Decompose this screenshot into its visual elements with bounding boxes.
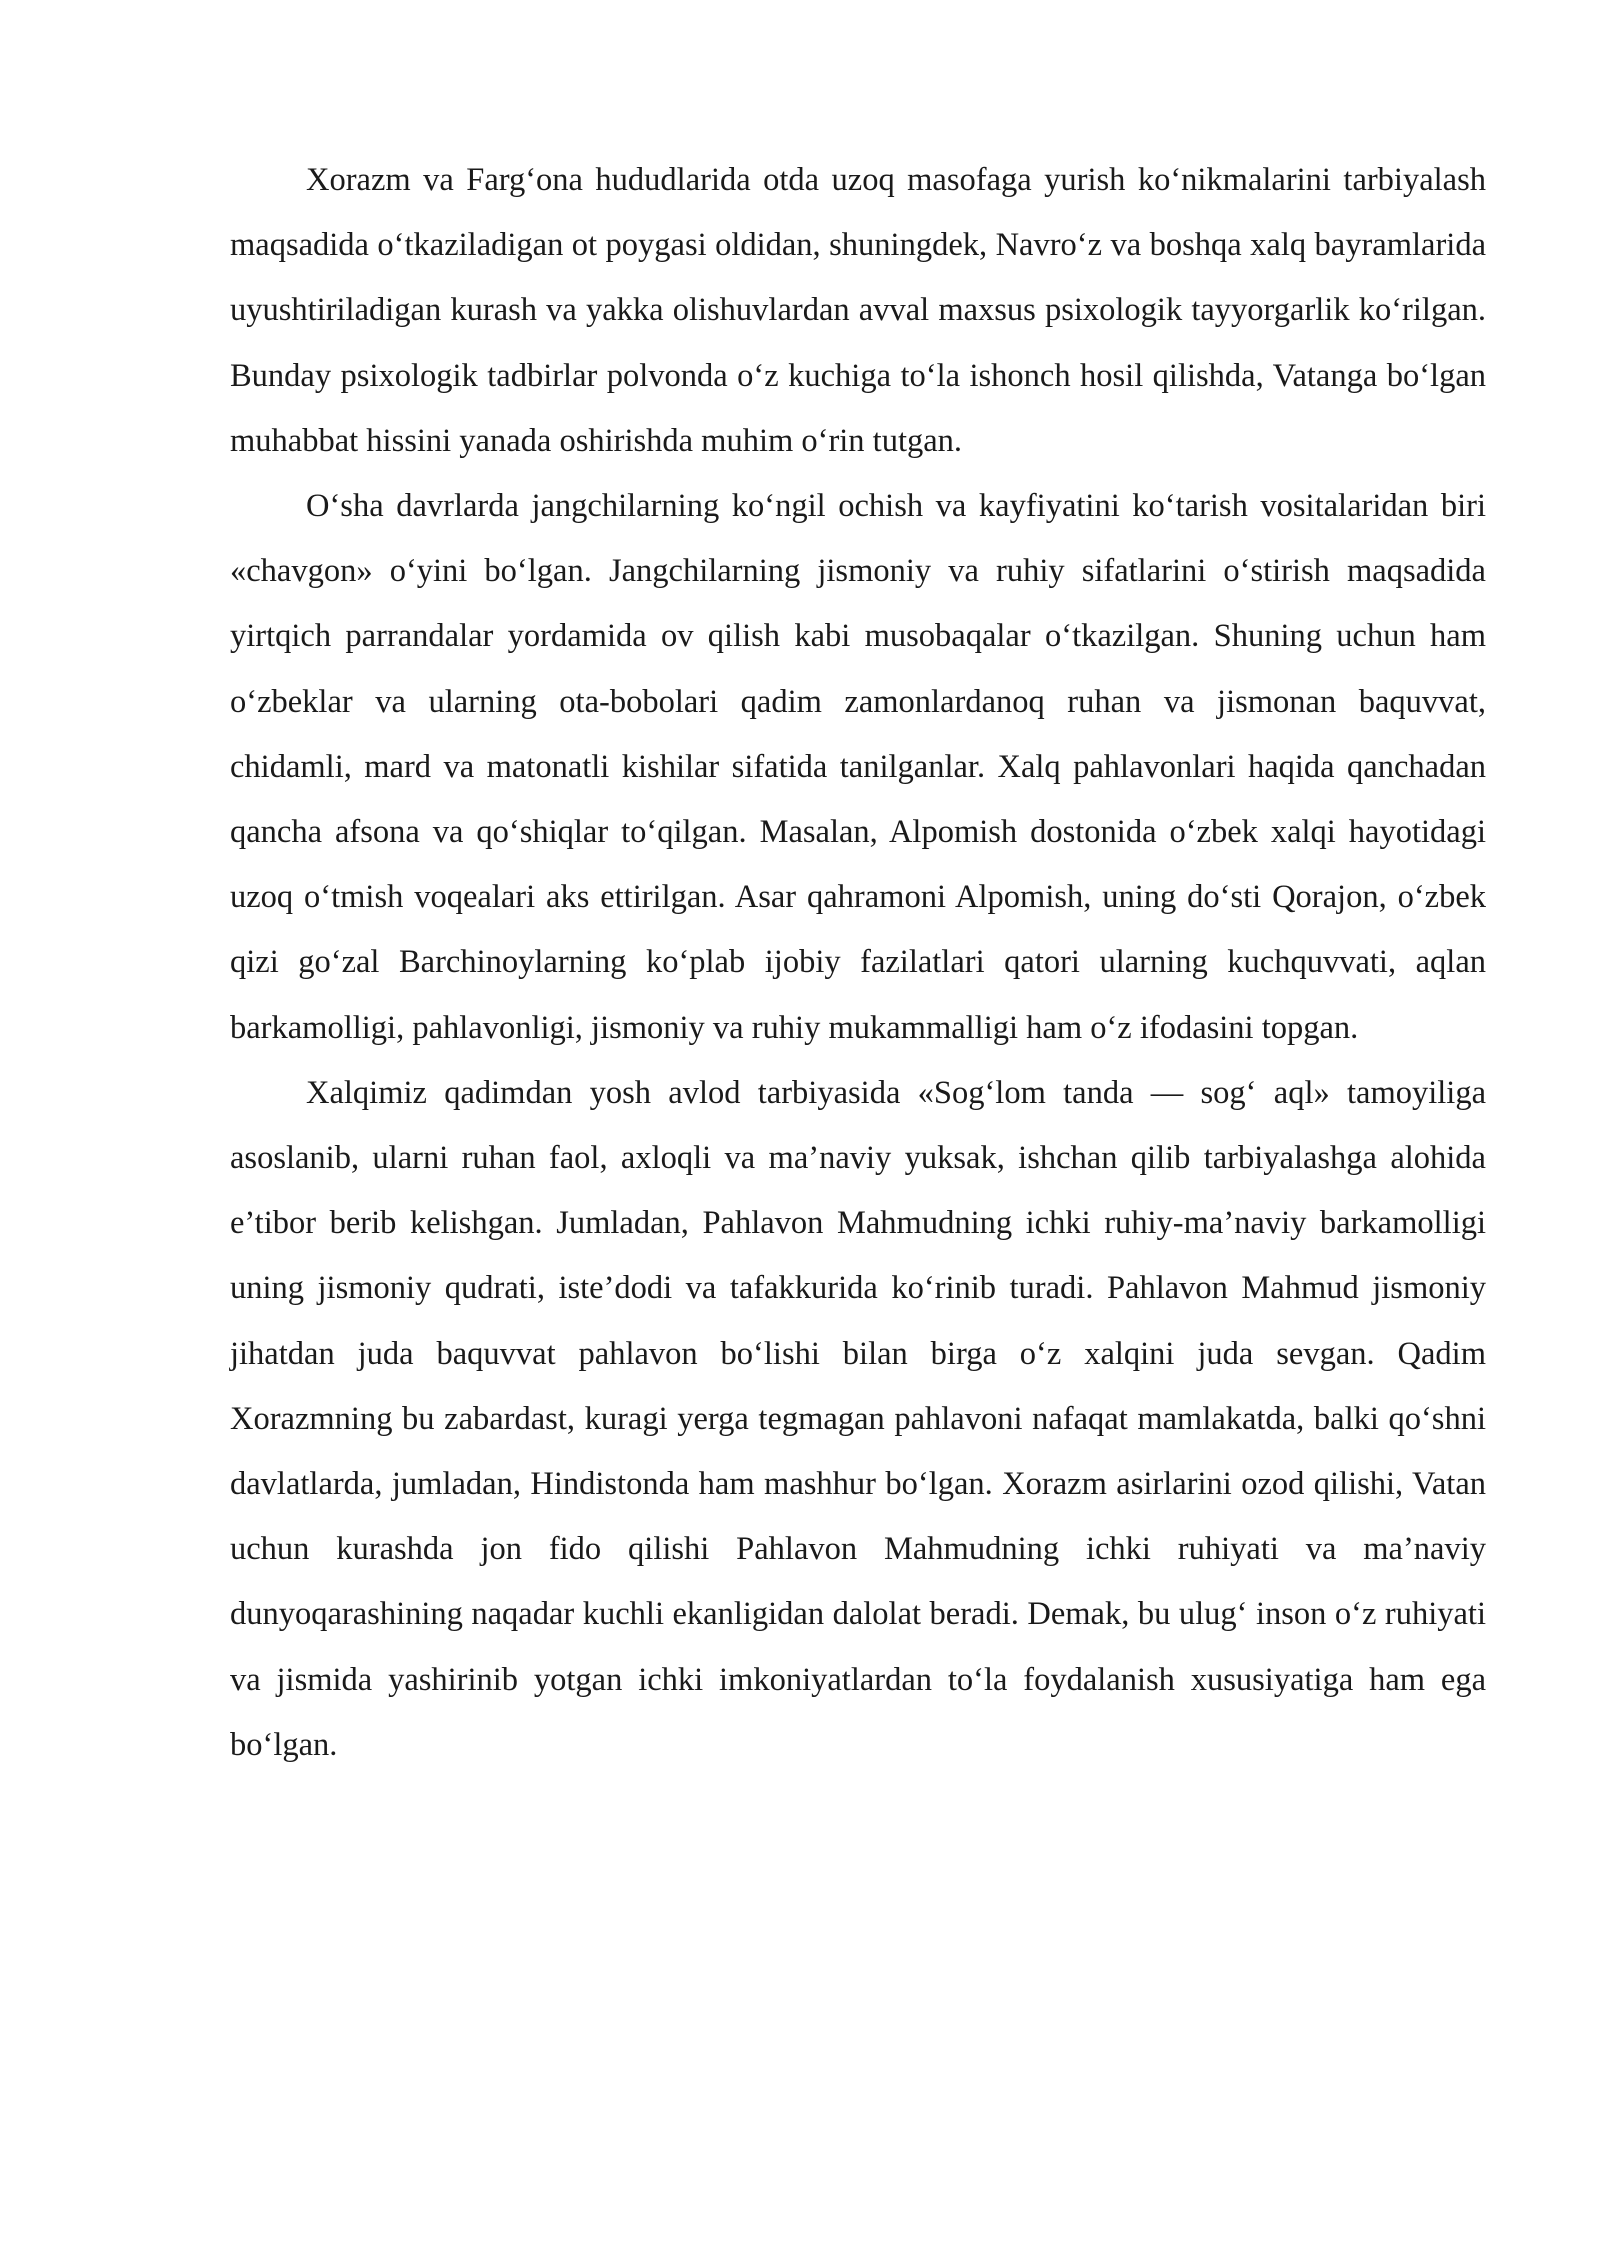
paragraph-3: Xalqimiz qadimdan yosh avlod tarbiyasida «Sog‘lom tanda — sog‘ aql» tamoyiliga asoslanib, ularni ruhan faol, axloqli va ma’naviy yuksak, ishchan qilib tarbiyalashga alohida e’tibor berib kelishgan. Jumladan, Pahlavon Mahmudning ichki ruhiy-ma’naviy barkamolligi uning jismoniy qudrati, iste’dodi va tafakkurida ko‘rinib turadi. Pahlavon Mahmud jismoniy jihatdan juda baquvvat pahlavon bo‘lishi bilan birga o‘z xalqini juda sevgan. Qadim Xorazmning bu zabardast, kuragi yerga tegmagan pahlavoni nafaqat mamlakatda, balki qo‘shni davlatlarda, jumladan, Hindistonda ham mashhur bo‘lgan. Xorazm asirlarini ozod qilishi, Vatan uchun kurashda jon fido qilishi Pahlavon Mahmudning ichki ruhiyati va ma’naviy dunyoqarashining naqadar kuchli ekanligidan dalolat beradi. Demak, bu ulug‘ inson o‘z ruhiyati va jismida yashirinib yotgan ichki imkoniyatlardan to‘la foydalanish xususiyatiga ham ega bo‘lgan. xyxy=(230,1074,1486,1763)
paragraph-1: Xorazm va Farg‘ona hududlarida otda uzoq masofaga yurish ko‘nikmalarini tarbiyalash maqsadida o‘tkaziladigan ot poygasi oldidan, shuningdek, Navro‘z va boshqa xalq bayramlarida uyushtiriladigan kurash va yakka olishuvlardan avval maxsus psixologik tayyorgarlik ko‘rilgan. Bunday psixologik tadbirlar polvonda o‘z kuchiga to‘la ishonch hosil qilishda, Vatanga bo‘lgan muhabbat hissini yanada oshirishda muhim o‘rin tutgan. xyxy=(230,162,1486,459)
paragraph-2: O‘sha davrlarda jangchilarning ko‘ngil ochish va kayfiyatini ko‘tarish vositalaridan biri «chavgon» o‘yini bo‘lgan. Jangchilarning jismoniy va ruhiy sifatlarini o‘stirish maqsadida yirtqich parrandalar yordamida ov qilish kabi musobaqalar o‘tkazilgan. Shuning uchun ham o‘zbeklar va ularning ota-bobolari qadim zamonlardanoq ruhan va jismonan baquvvat, chidamli, mard va matonatli kishilar sifatida tanilganlar. Xalq pahlavonlari haqida qanchadan qancha afsona va qo‘shiqlar to‘qilgan. Masalan, Alpomish dostonida o‘zbek xalqi hayotidagi uzoq o‘tmish voqealari aks ettirilgan. Asar qahramoni Alpomish, uning do‘sti Qorajon, o‘zbek qizi go‘zal Barchinoylarning ko‘plab ijobiy fazilatlari qatori ularning kuchquvvati, aqlan barkamolligi, pahlavonligi, jismoniy va ruhiy mukammalligi ham o‘z ifodasini topgan. xyxy=(230,488,1486,1046)
document-page xyxy=(230,148,1486,1778)
